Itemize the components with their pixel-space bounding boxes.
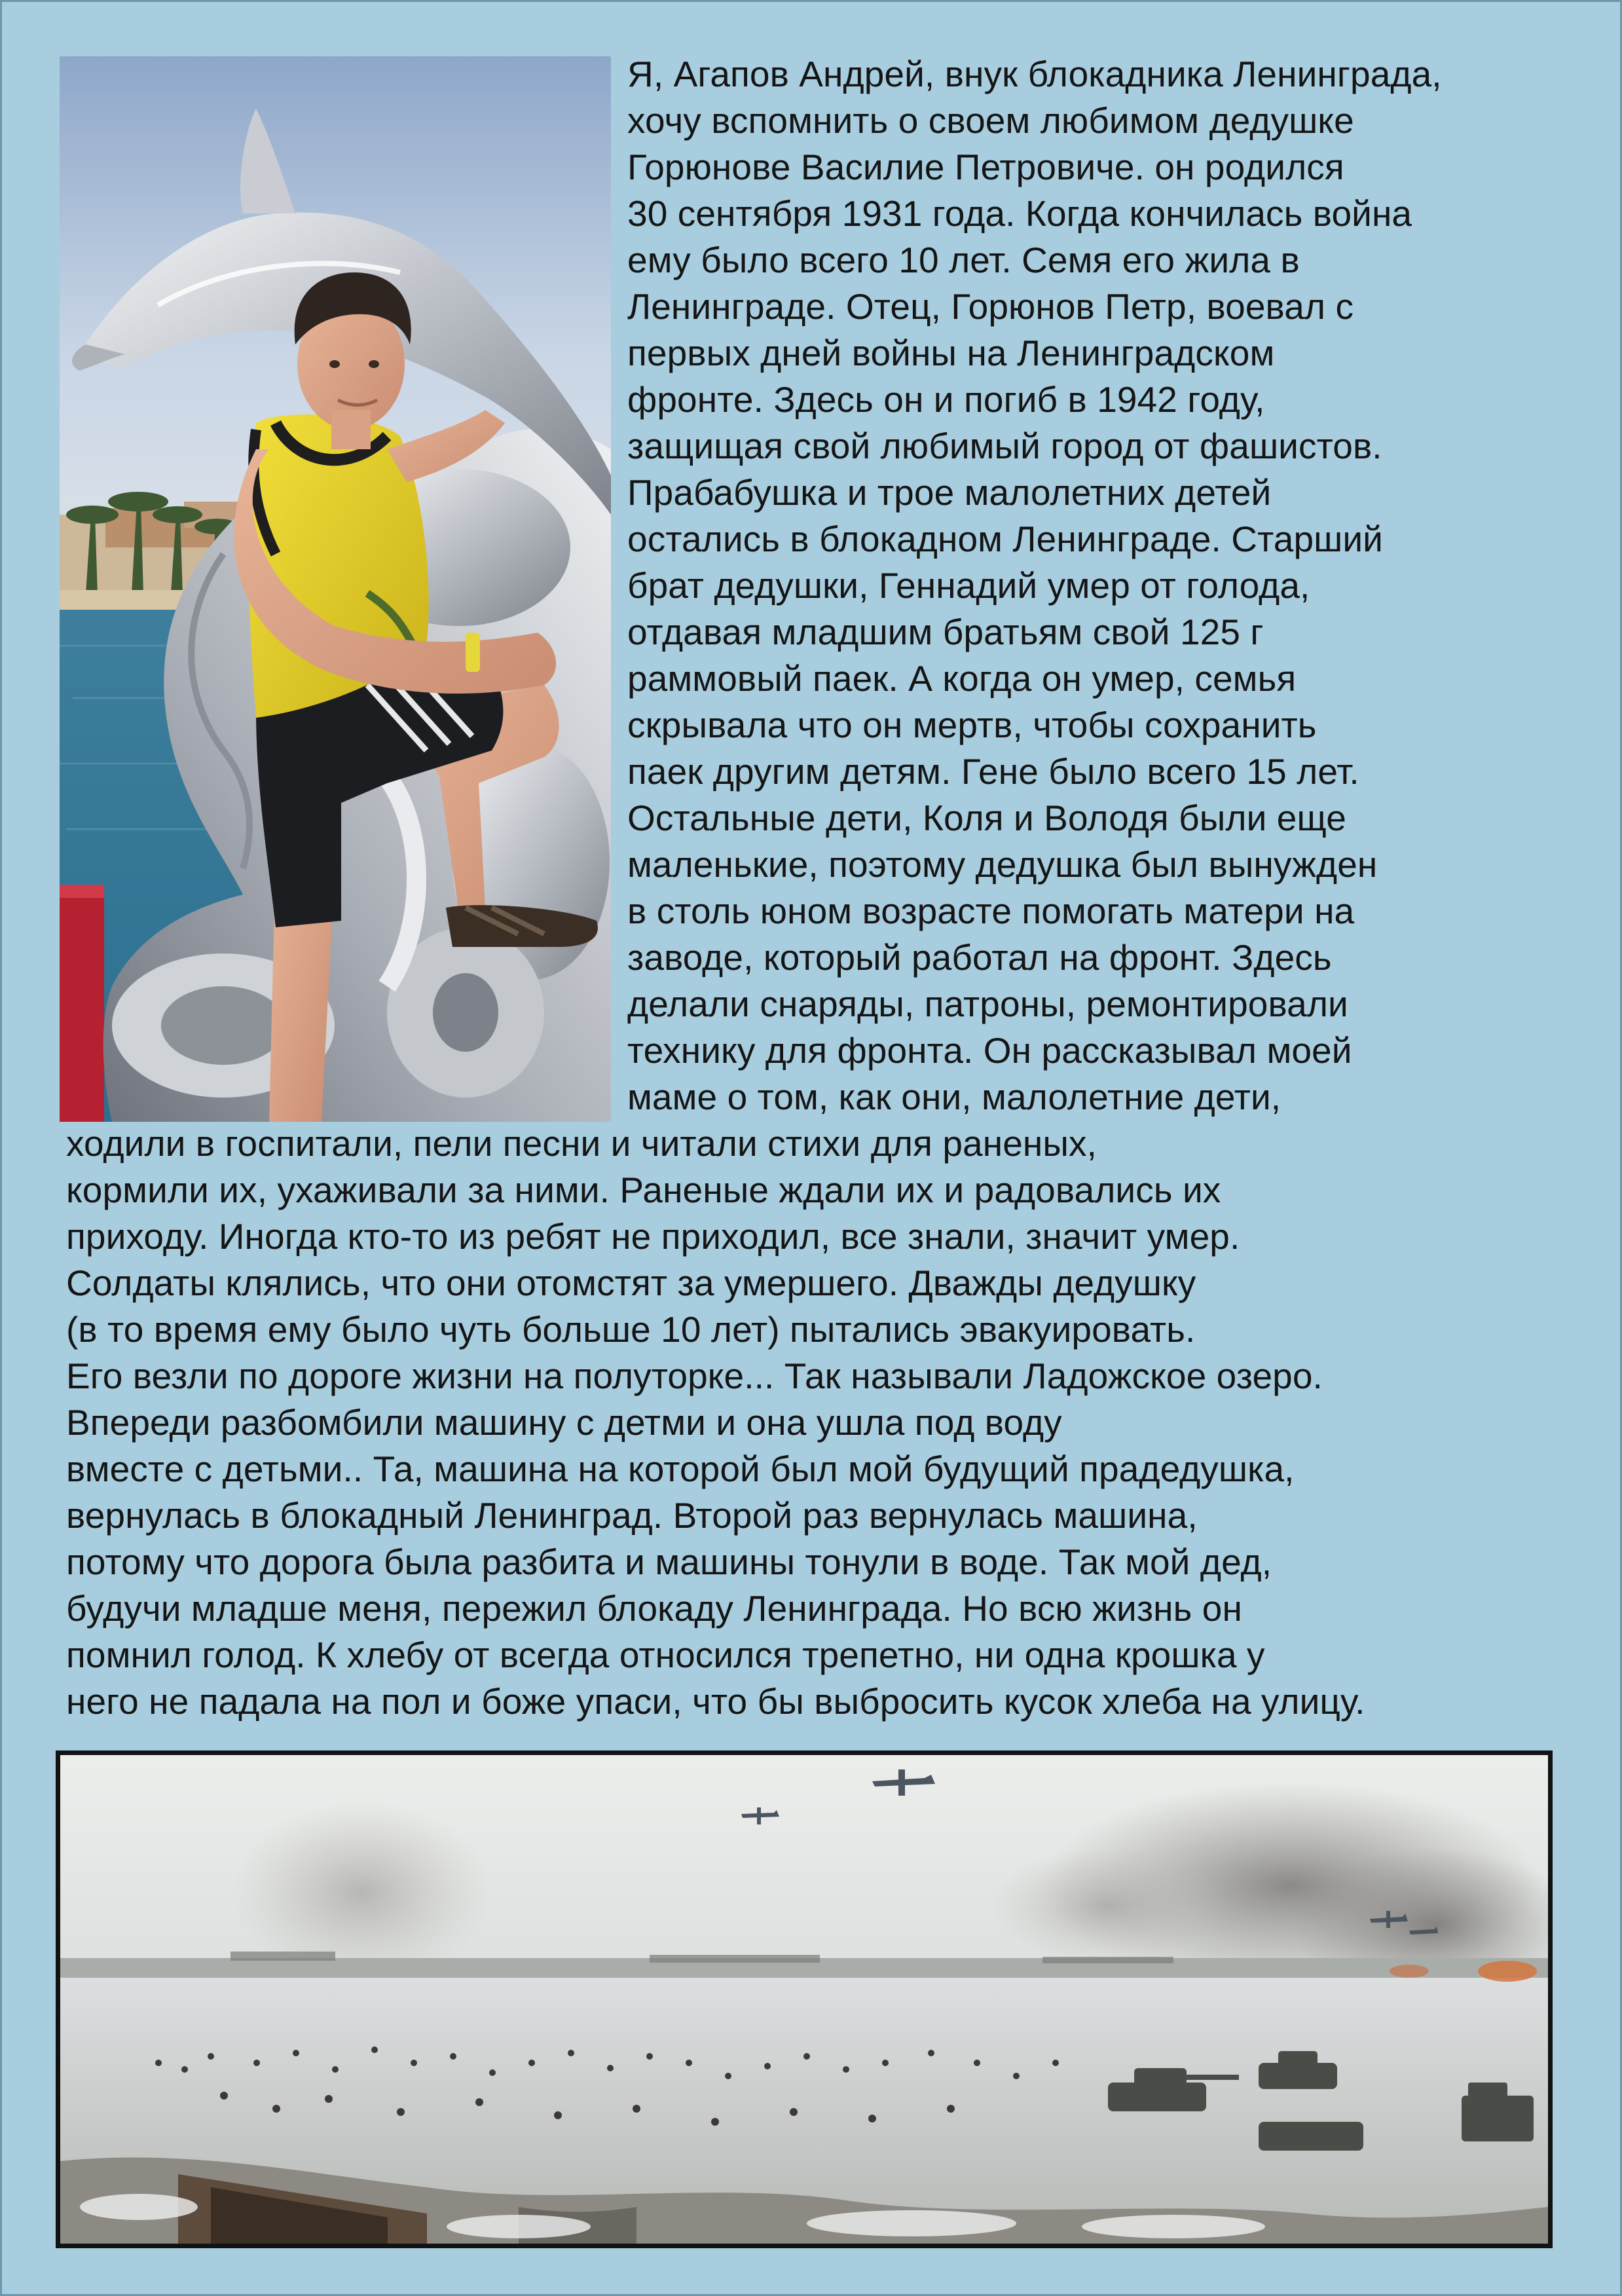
text-line: Прабабушка и трое малолетних детей bbox=[627, 472, 1272, 513]
text-line: (в то время ему было чуть больше 10 лет) пытались эвакуировать. bbox=[66, 1309, 1196, 1350]
text-line: делали снаряды, патроны, ремонтировали bbox=[627, 984, 1348, 1024]
text-line: приходу. Иногда кто-то из ребят не приходил, все знали, значит умер. bbox=[66, 1216, 1240, 1257]
text-line: брат дедушки, Геннадий умер от голода, bbox=[627, 565, 1310, 606]
panorama-illustration bbox=[60, 1755, 1548, 2244]
text-line: помнил голод. К хлебу от всегда относился трепетно, ни одна крошка у bbox=[66, 1635, 1265, 1675]
text-line: раммовый паек. А когда он умер, семья bbox=[627, 658, 1297, 699]
text-line: Остальные дети, Коля и Володя были еще bbox=[627, 798, 1346, 838]
text-line: Горюнове Василие Петровиче. он родился bbox=[627, 147, 1344, 187]
text-line: 30 сентября 1931 года. Когда кончилась война bbox=[627, 193, 1412, 234]
text-line: хочу вспомнить о своем любимом дедушке bbox=[627, 100, 1354, 141]
text-line: Впереди разбомбили машину с детми и она ушла под воду bbox=[66, 1402, 1062, 1443]
text-line: маме о том, как они, малолетние дети, bbox=[627, 1077, 1281, 1117]
text-line: паек другим детям. Гене было всего 15 лет. bbox=[627, 751, 1359, 792]
text-line: защищая свой любимый город от фашистов. bbox=[627, 426, 1382, 466]
text-line: вернулась в блокадный Ленинград. Второй раз вернулась машина, bbox=[66, 1495, 1198, 1536]
text-line: ходили в госпитали, пели песни и читали стихи для раненых, bbox=[66, 1123, 1097, 1164]
story-text bbox=[2, 2, 1622, 1757]
text-line: кормили их, ухаживали за ними. Раненые ждали их и радовались их bbox=[66, 1170, 1221, 1210]
siege-diorama-panorama-photo bbox=[56, 1750, 1553, 2248]
text-line: Я, Агапов Андрей, внук блокадника Ленинграда, bbox=[627, 54, 1442, 94]
text-line: Его везли по дороге жизни на полуторке... Так называли Ладожское озеро. bbox=[66, 1356, 1323, 1396]
text-line: технику для фронта. Он рассказывал моей bbox=[627, 1030, 1352, 1071]
text-line: остались в блокадном Ленинграде. Старший bbox=[627, 519, 1384, 559]
text-line: скрывала что он мертв, чтобы сохранить bbox=[627, 705, 1317, 745]
text-line: отдавая младшим братьям свой 125 г bbox=[627, 612, 1264, 652]
text-line: Солдаты клялись, что они отомстят за умершего. Дважды дедушку bbox=[66, 1263, 1196, 1303]
text-line: потому что дорога была разбита и машины тонули в воде. Так мой дед, bbox=[66, 1542, 1272, 1582]
text-line: будучи младше меня, пережил блокаду Ленинграда. Но всю жизнь он bbox=[66, 1588, 1242, 1629]
text-line: заводе, который работал на фронт. Здесь bbox=[627, 937, 1332, 978]
text-line: фронте. Здесь он и погиб в 1942 году, bbox=[627, 379, 1265, 420]
text-line: в столь юном возрасте помогать матери на bbox=[627, 891, 1355, 931]
text-line: него не падала на пол и боже упаси, что бы выбросить кусок хлеба на улицу. bbox=[66, 1681, 1365, 1722]
text-line: ему было всего 10 лет. Семя его жила в bbox=[627, 240, 1300, 280]
text-line: первых дней войны на Ленинградском bbox=[627, 333, 1275, 373]
text-line: вместе с детьми.. Та, машина на которой был мой будущий прадедушка, bbox=[66, 1449, 1295, 1489]
text-line: Ленинграде. Отец, Горюнов Петр, воевал с bbox=[627, 286, 1354, 327]
text-line: маленькие, поэтому дедушка был вынужден bbox=[627, 844, 1378, 885]
